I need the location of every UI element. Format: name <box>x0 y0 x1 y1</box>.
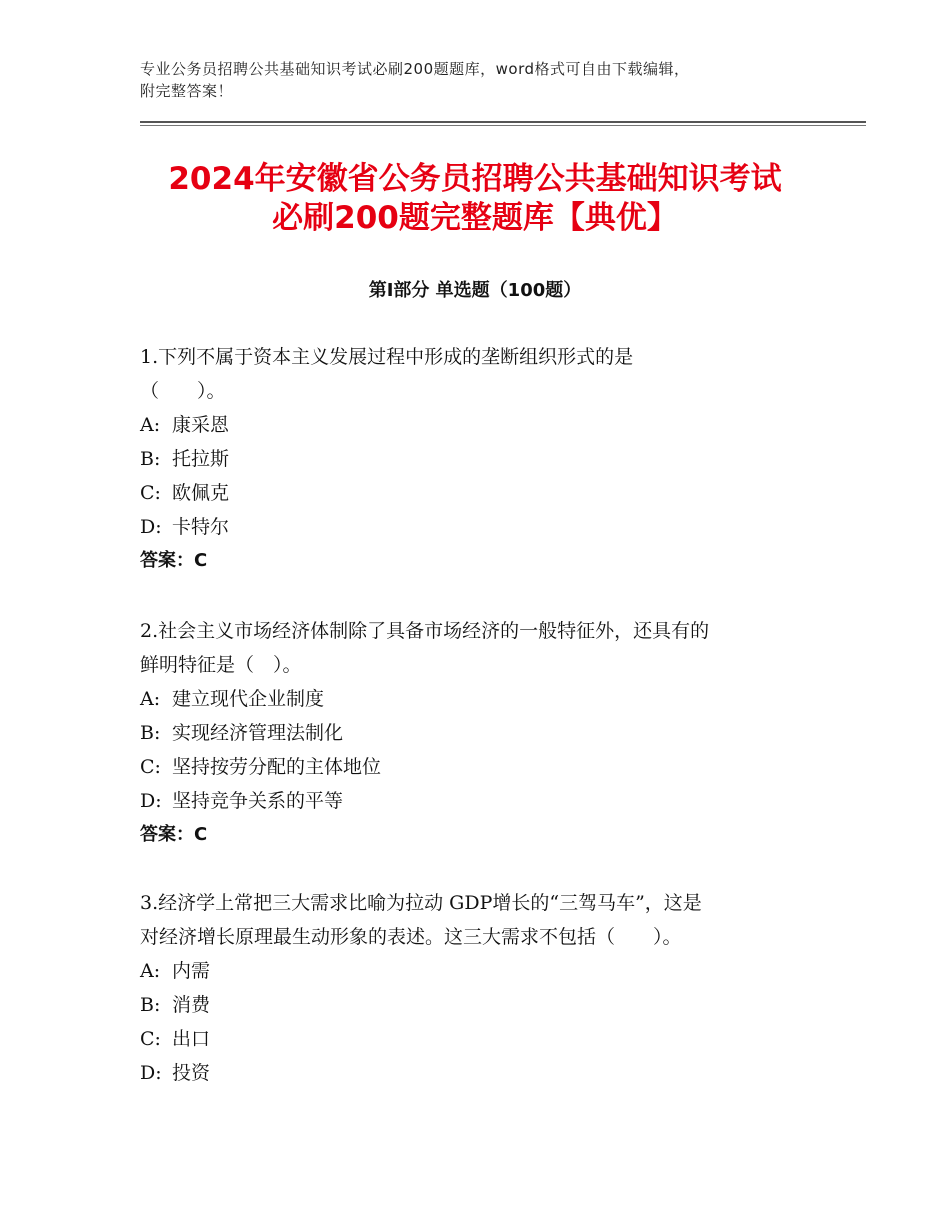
option-letter: D: <box>140 516 162 538</box>
option-letter: D: <box>140 1062 162 1084</box>
answer-label: 答案：C <box>140 824 208 845</box>
header-divider-thin <box>140 125 866 126</box>
option-d <box>140 1056 820 1090</box>
option-letter: A: <box>140 688 161 710</box>
question-stem-line-2: 对经济增长原理最生动形象的表述。这三大需求不包括（ ）。 <box>140 926 682 948</box>
option-text: 托拉斯 <box>172 448 230 470</box>
header-divider-thick <box>140 121 866 123</box>
option-a <box>140 954 820 988</box>
option-b <box>140 442 820 476</box>
header-note-line-1: 专业公务员招聘公共基础知识考试必刷200题题库，word格式可自由下载编辑， <box>140 60 690 78</box>
option-b <box>140 716 820 750</box>
question-stem-line-1: 3.经济学上常把三大需求比喻为拉动 GDP增长的“三驾马车”，这是 <box>140 892 702 914</box>
option-text: 建立现代企业制度 <box>172 688 325 710</box>
option-text: 出口 <box>172 1028 211 1050</box>
option-letter: B: <box>140 722 161 744</box>
question-stem-line-2: 鲜明特征是（ ）。 <box>140 654 302 676</box>
question-stem-line-1: 1.下列不属于资本主义发展过程中形成的垄断组织形式的是 <box>140 346 634 368</box>
option-a <box>140 408 820 442</box>
option-letter: C: <box>140 482 161 504</box>
option-d <box>140 510 820 544</box>
question-1 <box>140 340 820 578</box>
option-text: 坚持按劳分配的主体地位 <box>172 756 382 778</box>
option-a <box>140 682 820 716</box>
document-title-line-1: 2024年安徽省公务员招聘公共基础知识考试 <box>168 161 782 197</box>
option-letter: C: <box>140 1028 161 1050</box>
section-title: 第Ⅰ部分 单选题（100题） <box>368 280 582 301</box>
option-c <box>140 750 820 784</box>
option-text: 康采恩 <box>172 414 230 436</box>
option-c <box>140 1022 820 1056</box>
option-d <box>140 784 820 818</box>
option-text: 实现经济管理法制化 <box>172 722 344 744</box>
option-letter: B: <box>140 448 161 470</box>
option-letter: D: <box>140 790 162 812</box>
option-letter: B: <box>140 994 161 1016</box>
option-text: 欧佩克 <box>172 482 230 504</box>
option-text: 内需 <box>172 960 211 982</box>
option-c <box>140 476 820 510</box>
question-2 <box>140 614 820 852</box>
question-stem-line-2: （ ）。 <box>140 380 226 402</box>
option-letter: A: <box>140 414 161 436</box>
document-title-line-2: 必刷200题完整题库【典优】 <box>272 200 678 236</box>
header-note <box>140 58 840 102</box>
option-text: 消费 <box>172 994 211 1016</box>
option-text: 卡特尔 <box>172 516 230 538</box>
option-b <box>140 988 820 1022</box>
answer-label: 答案：C <box>140 550 208 571</box>
option-text: 坚持竞争关系的平等 <box>172 790 344 812</box>
document-title <box>0 160 950 238</box>
question-3 <box>140 886 820 1090</box>
question-stem-line-1: 2.社会主义市场经济体制除了具备市场经济的一般特征外，还具有的 <box>140 620 710 642</box>
option-letter: A: <box>140 960 161 982</box>
option-text: 投资 <box>172 1062 211 1084</box>
header-note-line-2: 附完整答案！ <box>140 82 234 100</box>
option-letter: C: <box>140 756 161 778</box>
